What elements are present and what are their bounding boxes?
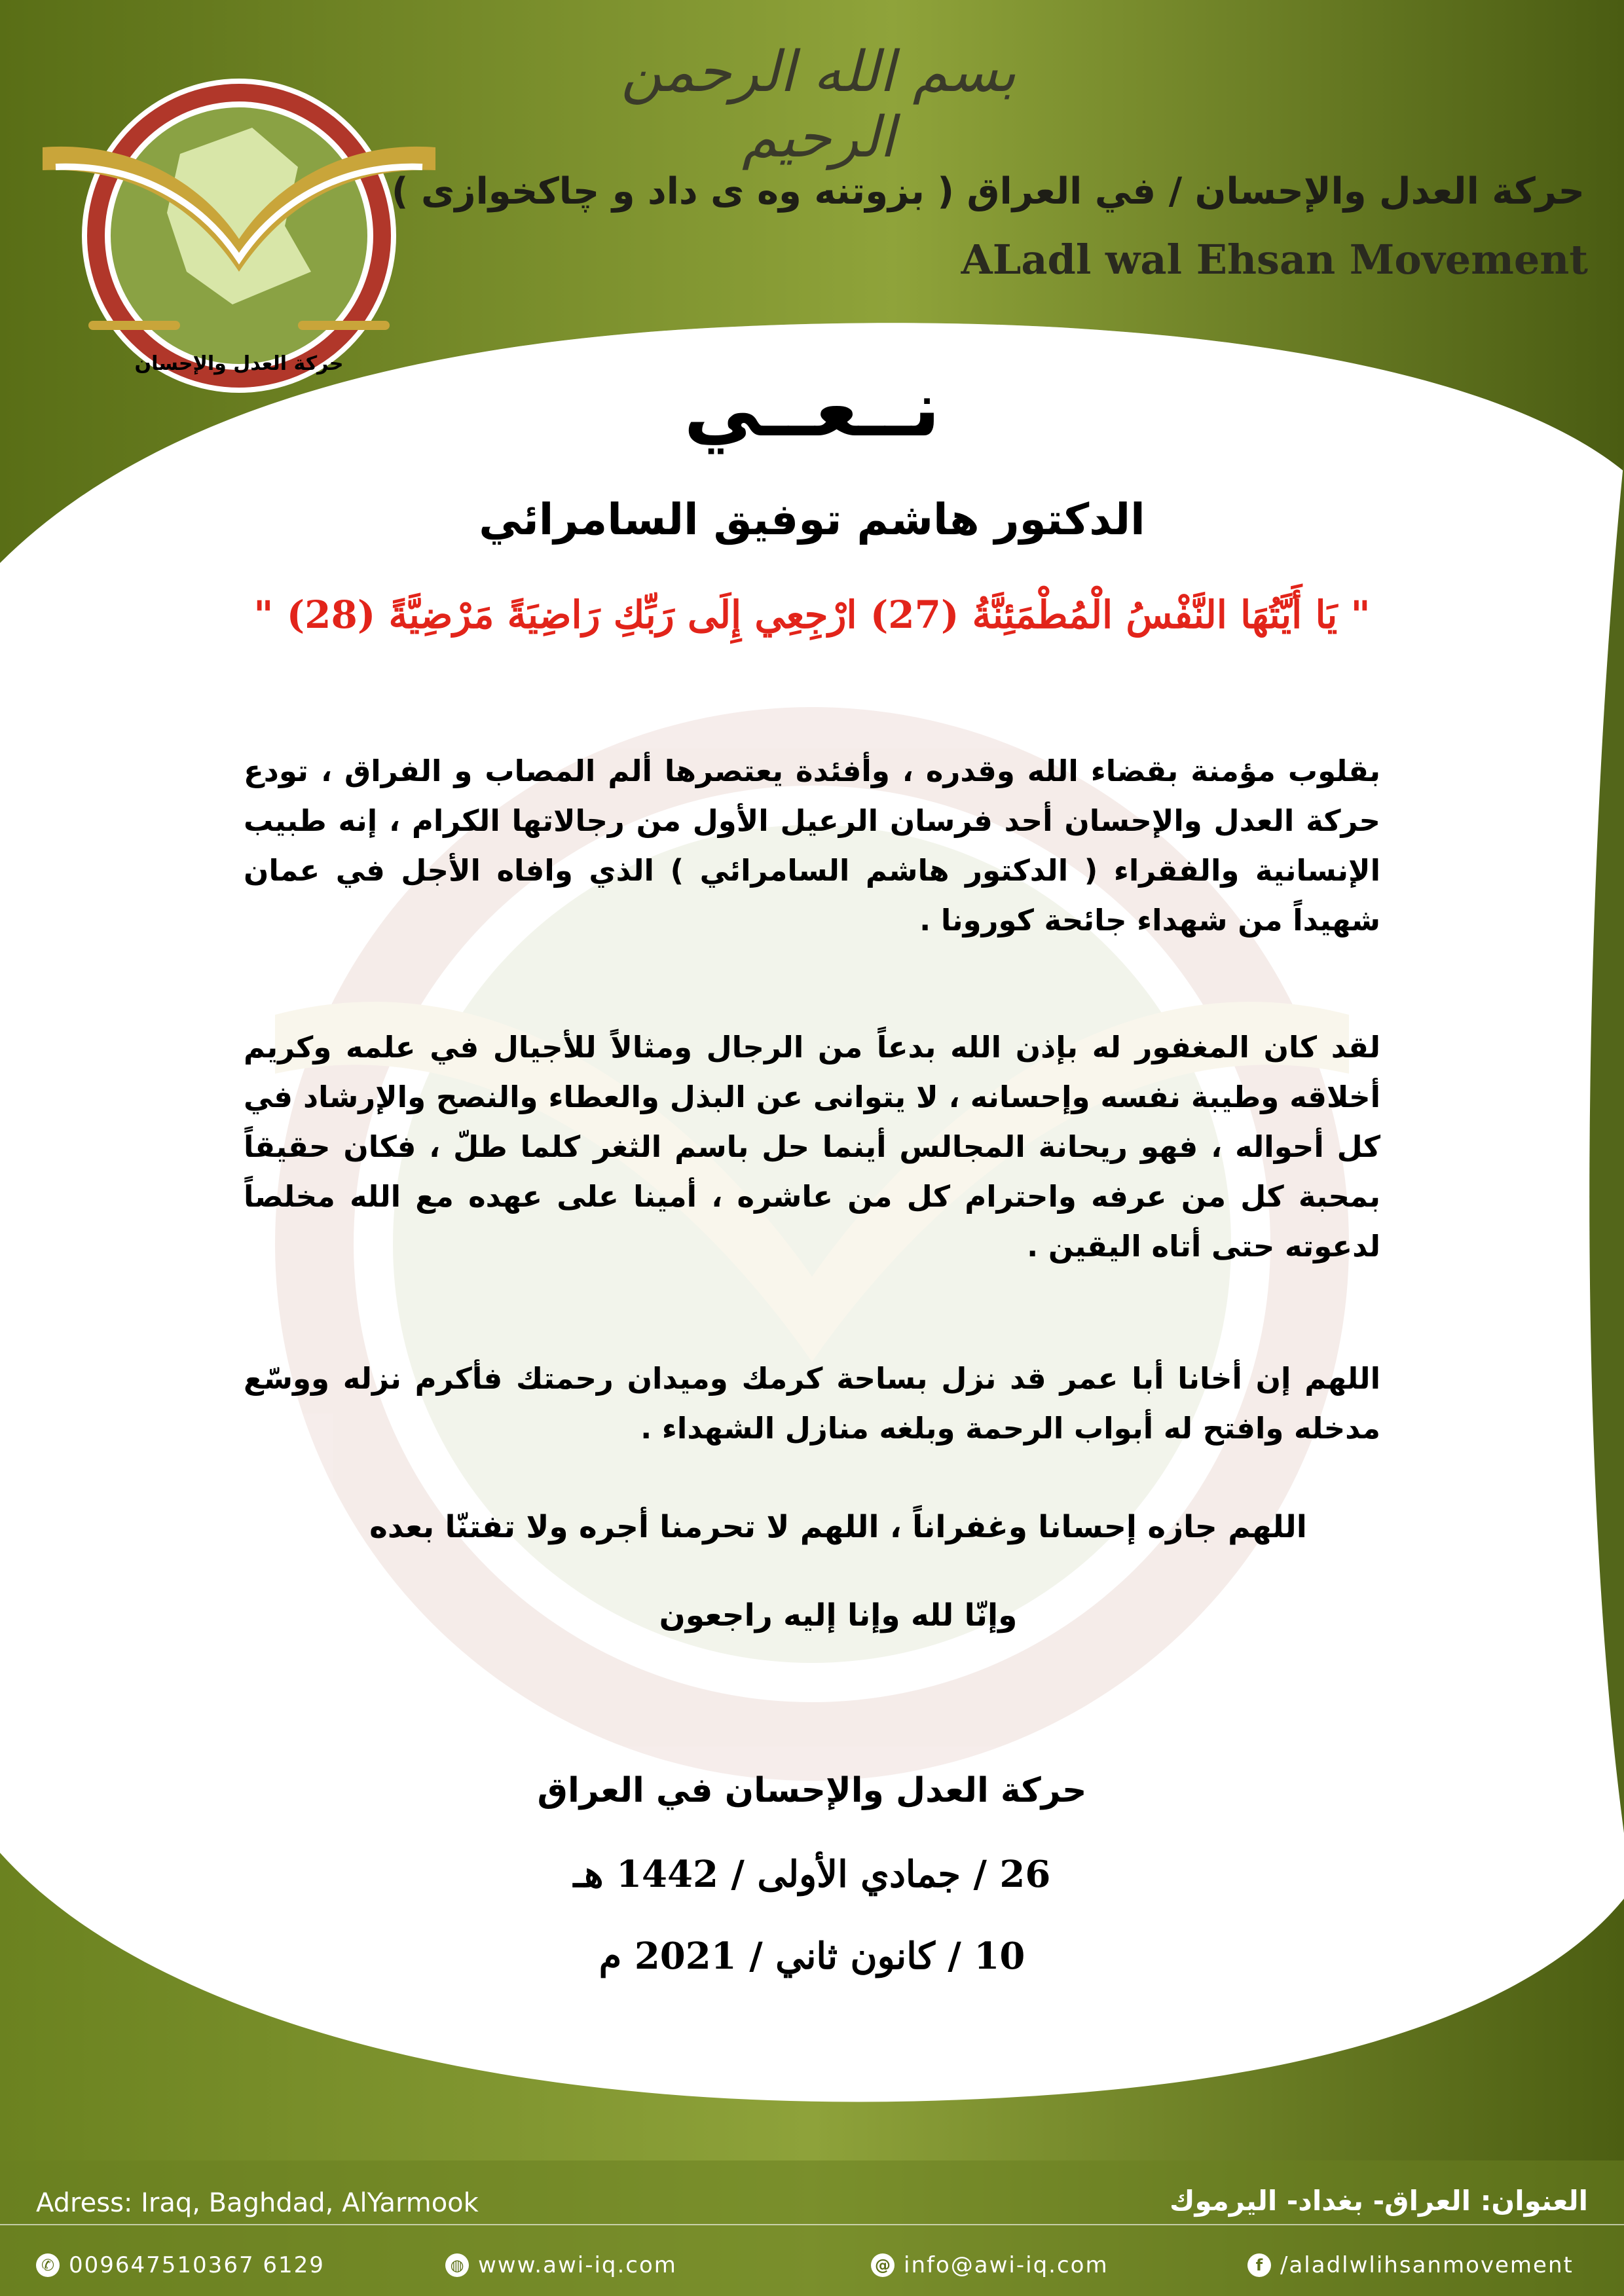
facebook-link[interactable]: /aladlwlihsanmovement bbox=[1280, 2252, 1574, 2278]
address-arabic: العنوان: العراق- بغداد- اليرموك bbox=[1169, 2185, 1588, 2217]
email-icon: @ bbox=[871, 2253, 895, 2277]
deceased-name: الدكتور هاشم توفيق السامرائي bbox=[479, 494, 1145, 545]
contact-facebook[interactable] bbox=[1247, 2252, 1574, 2278]
email-link[interactable]: info@awi-iq.com bbox=[904, 2252, 1109, 2278]
organization-name-en: ALadl wal Ehsan Movement bbox=[961, 236, 1588, 283]
paragraph-1: بقلوب مؤمنة بقضاء الله وقدره ، وأفئدة يعتصرها ألم المصاب و الفراق ، تودع حركة العدل والإحسان أحد فرسان الرعيل الأول من رجالاتها الكرام ، إنه طبيب الإنسانية والفقراء ( الدكتور هاشم السامرائي ) الذي وافاه الأجل في عمان شهيداً من شهداء جائحة كورونا . bbox=[244, 754, 1380, 938]
facebook-icon: f bbox=[1247, 2253, 1271, 2277]
prayer-line: اللهم جازه إحسانا وغفراناً ، اللهم لا تحرمنا أجره ولا تفتنّا بعده bbox=[369, 1509, 1307, 1545]
contact-phone bbox=[36, 2252, 325, 2278]
contact-website[interactable] bbox=[445, 2252, 677, 2278]
document-title: نــعــي bbox=[684, 363, 940, 454]
globe-icon: ◍ bbox=[445, 2253, 469, 2277]
organization-name-ar: حركة العدل والإحسان / في العراق ( بزوتنه وه ى داد و چاكخوازى ) bbox=[391, 170, 1585, 213]
date-hijri: 26 / جمادي الأولى / 1442 هـ bbox=[573, 1853, 1051, 1896]
logo-text: حركة العدل والإحسان bbox=[134, 352, 344, 375]
date-gregorian: 10 / كانون ثاني / 2021 م bbox=[599, 1935, 1025, 1978]
paragraph-3: اللهم إن أخانا أبا عمر قد نزل بساحة كرمك وميدان رحمتك فأكرم نزله ووسّع مدخله وافتح له أبواب الرحمة وبلغه منازل الشهداء . bbox=[244, 1361, 1380, 1446]
paragraph-2: لقد كان المغفور له بإذن الله بدعاً من الرجال ومثالاً للأجيال في علمه وكريم أخلاقه وطيبة نفسه وإحسانه ، لا يتوانى عن البذل والعطاء والنصح والإرشاد في كل أحواله ، فهو ريحانة المجالس أينما حل باسم الثغر كلما طلّ ، فكان حقيقاً بمحبة كل من عرفه واحترام كل من عاشره ، أمينا على عهده مع الله مخلصاً لدعوته حتى أتاه اليقين . bbox=[244, 1030, 1380, 1264]
address-english: Adress: Iraq, Baghdad, AlYarmook bbox=[36, 2188, 479, 2218]
phone-number: 009647510367 6129 bbox=[69, 2252, 325, 2278]
inna-lillah-line: وإنّا لله وإنا إليه راجعون bbox=[659, 1597, 1018, 1633]
phone-icon: ✆ bbox=[36, 2253, 60, 2277]
signature-organization: حركة العدل والإحسان في العراق bbox=[537, 1771, 1087, 1810]
contact-email[interactable] bbox=[871, 2252, 1109, 2278]
website-link[interactable]: www.awi-iq.com bbox=[478, 2252, 677, 2278]
bismillah-calligraphy: بسم الله الرحمن الرحيم bbox=[621, 39, 1016, 170]
quran-verse: " يَا أَيَّتُهَا النَّفْسُ الْمُطْمَئِنَّةُ (27) ارْجِعِي إِلَى رَبِّكِ رَاضِيَةً مَرْضِيَّةً (28) " bbox=[253, 592, 1371, 637]
